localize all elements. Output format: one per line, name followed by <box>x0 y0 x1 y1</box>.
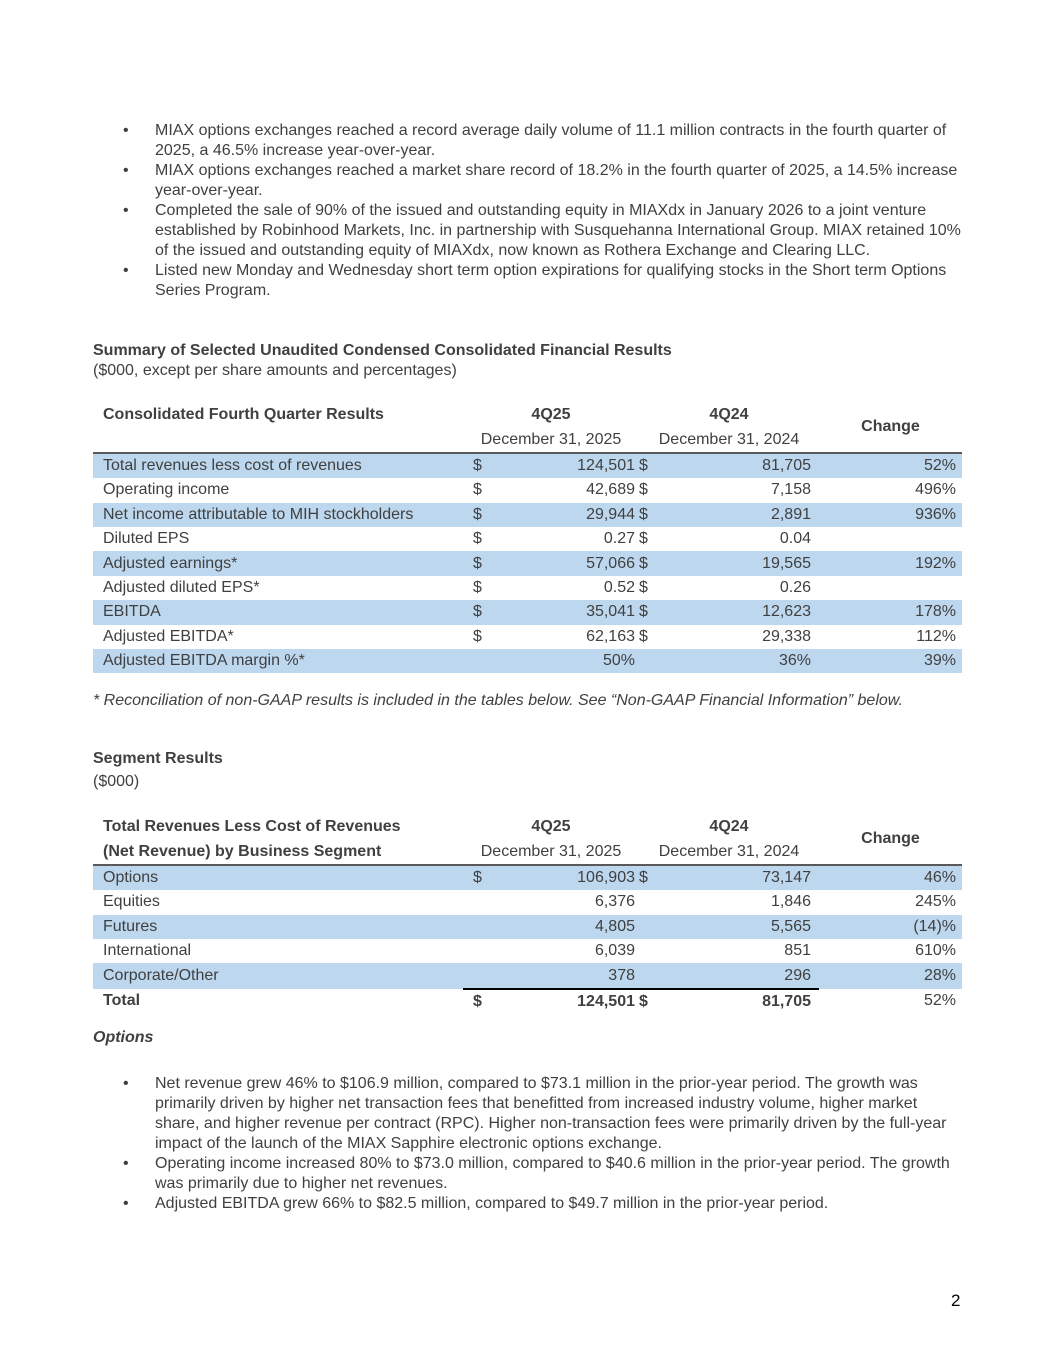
segment-results-table <box>93 815 962 1014</box>
bullet-icon: • <box>123 262 129 279</box>
segment-subtitle: ($000) <box>93 773 140 790</box>
bullet-icon: • <box>123 122 129 139</box>
column-header-label: Consolidated Fourth Quarter Results <box>93 403 463 427</box>
highlight-item: • MIAX options exchanges reached a market share record of 18.2% in the fourth quarter of 2025, a 14.5% increase year-over-year. <box>123 162 958 199</box>
highlight-item: • Completed the sale of 90% of the issued and outstanding equity in MIAXdx in January 2026 to a joint venture established by Robinhood Markets, Inc. in partnership with Susquehanna International Group. MIAX retained 10% of the issued and outstanding equity of MIAXdx, now known as Rothera Exchange and Clearing LLC. <box>123 202 961 259</box>
column-header-4q25: 4Q25 <box>463 403 639 427</box>
table-row: Adjusted EBITDA margin %* 50% 36% 39% <box>93 649 962 673</box>
table-row: International 6,039 851 610% <box>103 942 956 960</box>
table-header-row <box>93 403 962 427</box>
table-header-row <box>93 815 962 839</box>
table-row: Equities 6,376 1,846 245% <box>103 893 956 911</box>
bullet-icon: • <box>123 1195 129 1212</box>
options-bullet-list <box>93 1074 963 1214</box>
options-bullet-item: • Operating income increased 80% to $73.0 million, compared to $40.6 million in the prior-year period. The growth was primarily due to higher net revenues. <box>123 1155 950 1192</box>
bullet-icon: • <box>123 202 129 219</box>
table-row: Net income attributable to MIH stockholders $ 29,944 $ 2,891 936% <box>93 503 962 527</box>
column-date-4q25: December 31, 2025 <box>463 427 639 452</box>
consolidated-results-table <box>93 403 962 673</box>
highlight-item: • MIAX options exchanges reached a record average daily volume of 11.1 million contracts in the fourth quarter of 2025, a 46.5% increase year-over-year. <box>123 122 947 159</box>
table-row: Adjusted earnings* $ 57,066 $ 19,565 192% <box>93 551 962 575</box>
summary-subtitle: ($000, except per share amounts and percentages) <box>93 362 457 379</box>
table-row: Adjusted EBITDA* $ 62,163 $ 29,338 112% <box>103 627 956 645</box>
table-row: Futures 4,805 5,565 (14)% <box>93 915 962 939</box>
table-row: Operating income $ 42,689 $ 7,158 496% <box>103 481 956 499</box>
segment-title: Segment Results <box>93 750 223 767</box>
highlights-list <box>93 121 963 301</box>
bullet-icon: • <box>123 162 129 179</box>
highlight-item: • Listed new Monday and Wednesday short term option expirations for qualifying stocks in the Short term Options Series Program. <box>123 262 947 299</box>
column-header-4q24: 4Q24 <box>639 815 819 839</box>
summary-title: Summary of Selected Unaudited Condensed Consolidated Financial Results <box>93 342 672 359</box>
column-header-4q24: 4Q24 <box>639 403 819 427</box>
table-row: Diluted EPS $ 0.27 $ 0.04 <box>103 530 811 548</box>
column-header-change: Change <box>819 403 962 453</box>
options-bullet-item: • Net revenue grew 46% to $106.9 million, compared to $73.1 million in the prior-year period. The growth was primarily driven by higher net transaction fees that benefitted from increased industry volume, higher market share, and higher revenue per contract (RPC). Higher non-transaction fees were primarily driven by the full-year impact of the launch of the MIAX Sapphire electronic options exchange. <box>123 1075 947 1152</box>
table-row: Adjusted diluted EPS* $ 0.52 $ 0.26 <box>103 578 811 596</box>
bullet-icon: • <box>123 1155 129 1172</box>
bullet-icon: • <box>123 1075 129 1092</box>
column-header-change: Change <box>819 815 962 865</box>
column-header-label-line2: (Net Revenue) by Business Segment <box>93 839 463 864</box>
column-date-4q24: December 31, 2024 <box>639 427 819 452</box>
column-date-4q25: December 31, 2025 <box>463 839 639 864</box>
page-number: 2 <box>951 1291 961 1310</box>
non-gaap-footnote: * Reconciliation of non-GAAP results is included in the tables below. See “Non-GAAP Financial Information” below. <box>93 692 903 709</box>
options-section-title: Options <box>93 1029 154 1046</box>
table-total-row: Total $ 124,501 $ 81,705 52% <box>93 989 962 1014</box>
table-row: EBITDA $ 35,041 $ 12,623 178% <box>93 600 962 624</box>
column-header-label-line1: Total Revenues Less Cost of Revenues <box>93 815 463 839</box>
table-row: Total revenues less cost of revenues $ 124,501 $ 81,705 52% <box>93 453 962 478</box>
table-row: Options $ 106,903 $ 73,147 46% <box>93 865 962 890</box>
options-bullet-item: • Adjusted EBITDA grew 66% to $82.5 million, compared to $49.7 million in the prior-year period. <box>123 1195 829 1212</box>
table-row: Corporate/Other 378 296 28% <box>93 963 962 988</box>
column-header-4q25: 4Q25 <box>463 815 639 839</box>
column-date-4q24: December 31, 2024 <box>639 839 819 864</box>
